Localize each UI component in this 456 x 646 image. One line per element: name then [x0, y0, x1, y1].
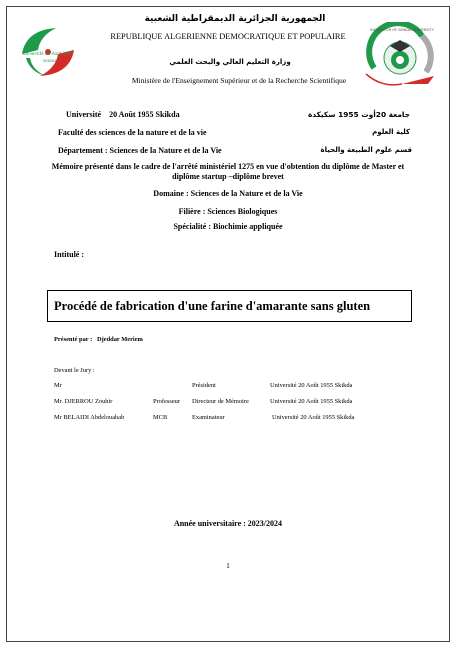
thesis-title: Procédé de fabrication d'une farine d'amarante sans gluten — [47, 290, 412, 322]
ministry-title: Ministère de l'Enseignement Supérieur et de la Recherche Scientifique — [131, 76, 347, 85]
page-border — [6, 6, 450, 642]
domaine: Domaine : Sciences de la Nature et de la Vie — [153, 189, 303, 198]
page-number: 1 — [226, 561, 230, 570]
jury-role: Président — [192, 382, 216, 389]
arabic-republic-title: الجمهورية الجزائرية الديمقراطية الشعبية — [144, 14, 326, 24]
jury-university: Université 20 Août 1955 Skikda — [270, 398, 353, 405]
jury-university: Université 20 Août 1955 Skikda — [270, 382, 353, 389]
logo-text-bottom: SKIKDA — [43, 58, 57, 63]
jury-name: Mr BELAIDI Abdelouahab — [54, 414, 125, 421]
intitule-label: Intitulé : — [54, 250, 84, 259]
incubator-text: INCUBATOR OF SKIKDA UNIVERSITY — [370, 28, 434, 32]
academic-year: Année universitaire : 2023/2024 — [173, 519, 283, 528]
logo-text-top: Université 20 Août 1955 — [22, 51, 74, 56]
specialite: Spécialité : Biochimie appliquée — [173, 222, 283, 231]
jury-grade: Professeur — [153, 398, 180, 405]
university-name: Université 20 Août 1955 Skikda — [66, 110, 180, 119]
filiere: Filière : Sciences Biologiques — [178, 207, 278, 216]
arabic-ministry: وزارة التعليم العالي والبحث العلمي — [169, 58, 291, 66]
presented-by: Présenté par : Djeddar Meriem — [54, 336, 143, 343]
jury-role: Examinateur — [192, 414, 225, 421]
university-name-arabic: جامعة 20أوت 1955 سكيكدة — [307, 110, 410, 119]
republic-title: REPUBLIQUE ALGERIENNE DEMOCRATIQUE ET POPULAIRE — [110, 32, 346, 41]
memoire-statement: Mémoire présenté dans le cadre de l'arrêté ministériel 1275 en vue d'obtention du diplôme de Master et diplôme startup –diplôme brevet — [51, 162, 405, 181]
jury-name: Mr. DJERROU Zouhir — [54, 398, 113, 405]
university-logo — [16, 20, 80, 84]
jury-heading: Devant le Jury : — [54, 367, 95, 374]
jury-university: Université 20 Août 1955 Skikda — [272, 414, 355, 421]
faculty-name-arabic: كلية العلوم — [372, 128, 410, 136]
jury-name: Mr — [54, 382, 62, 389]
department-name-arabic: قسم علوم الطبيعة والحياة — [320, 146, 412, 154]
faculty-name: Faculté des sciences de la nature et de la vie — [58, 128, 207, 137]
jury-grade: MCB — [153, 414, 168, 421]
department-name: Département : Sciences de la Nature et de la Vie — [58, 146, 222, 155]
jury-role: Directeur de Mémoire — [192, 398, 249, 405]
